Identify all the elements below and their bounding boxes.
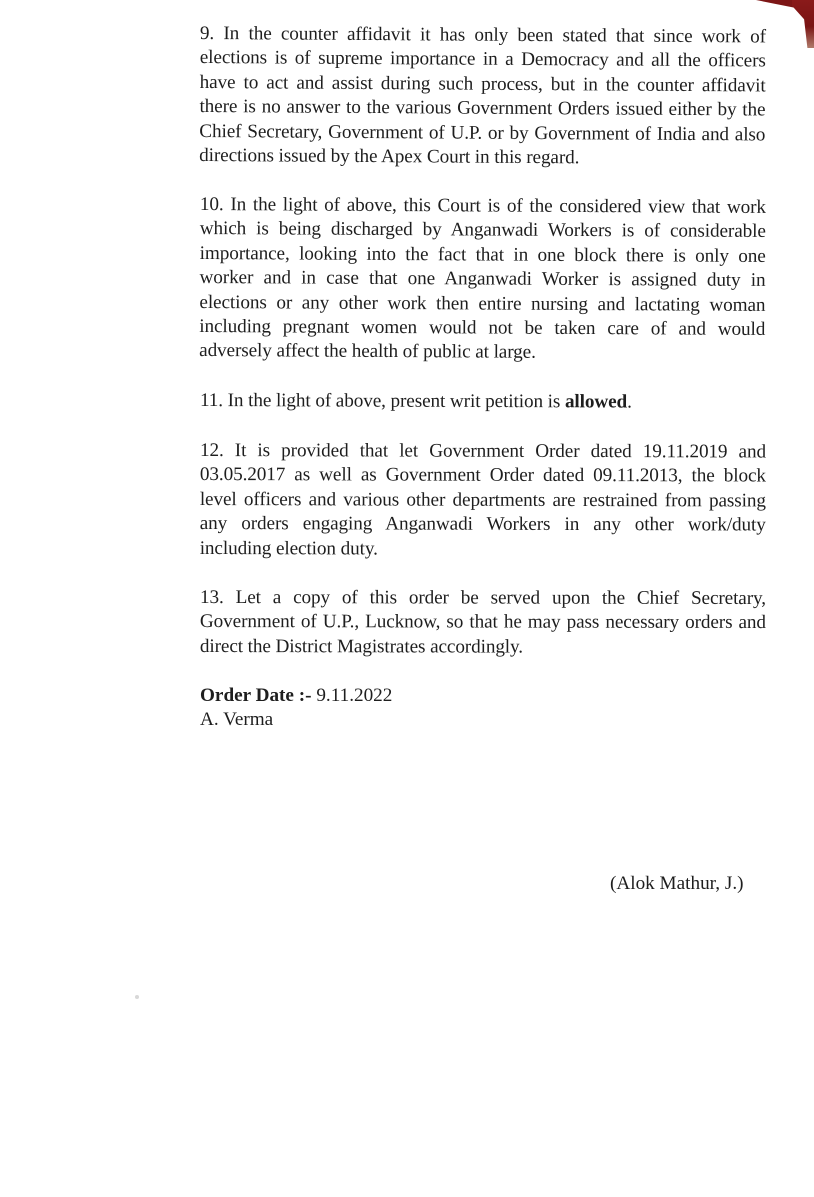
paragraph-11	[200, 389, 766, 415]
clerk-name: A. Verma	[200, 709, 274, 731]
paragraph-text: Let a copy of this order be served upon the Chief Secretary, Government of U.P., Lucknow, so that he may pass necessary orders and direct the District Magistrates accordingly.	[199, 586, 766, 658]
page-corner-fold	[756, 0, 796, 8]
order-date-label: Order Date :-	[200, 684, 312, 706]
paragraph-number: 11.	[199, 390, 223, 412]
order-date-line	[200, 684, 766, 708]
paragraph-text: In the light of above, present writ petition is	[227, 390, 561, 413]
judgment-body	[200, 22, 766, 733]
paragraph-number: 10.	[199, 194, 224, 216]
paragraph-12	[200, 439, 766, 563]
ruling-allowed: allowed	[564, 391, 628, 413]
paragraph-10	[199, 193, 766, 367]
paragraph-number: 9.	[199, 22, 215, 45]
paragraph-end: .	[627, 391, 632, 413]
paragraph-text: In the counter affidavit it has only been stated that since work of elections is of supreme importance in a Democracy and all the officers have to act and assist during such process, but in the counter affidavit there is no answer to the various Government Orders issued either by the Chief Secretary, Government of U.P. or by Government of India and also directions issued by the Apex Court in this regard.	[199, 23, 766, 169]
paragraph-number: 12.	[199, 439, 224, 461]
page-corner-edge	[792, 0, 814, 48]
paragraph-13	[200, 586, 766, 660]
paragraph-number: 13.	[199, 586, 224, 608]
paragraph-text: In the light of above, this Court is of the considered view that work which is being discharged by Anganwadi Workers is of considerable importance, looking into the fact that in one block there is only one worker and in case that one Anganwadi Worker is assigned duty in elections or any other work then entire nursing and lactating woman including pregnant women would not be taken care of and would adversely affect the health of public at large.	[199, 194, 766, 364]
order-date-block	[200, 684, 766, 733]
paragraph-text: It is provided that let Government Order dated 19.11.2019 and 03.05.2017 as well as Government Order dated 09.11.2013, the block level officers and various other departments are restrained from passing any orders engaging Anganwadi Workers in any other work/duty including election duty.	[199, 439, 766, 559]
paper-speck	[135, 995, 139, 999]
order-date-value: 9.11.2022	[316, 684, 393, 706]
judge-signature: (Alok Mathur, J.)	[610, 873, 744, 894]
paragraph-9	[199, 22, 766, 172]
